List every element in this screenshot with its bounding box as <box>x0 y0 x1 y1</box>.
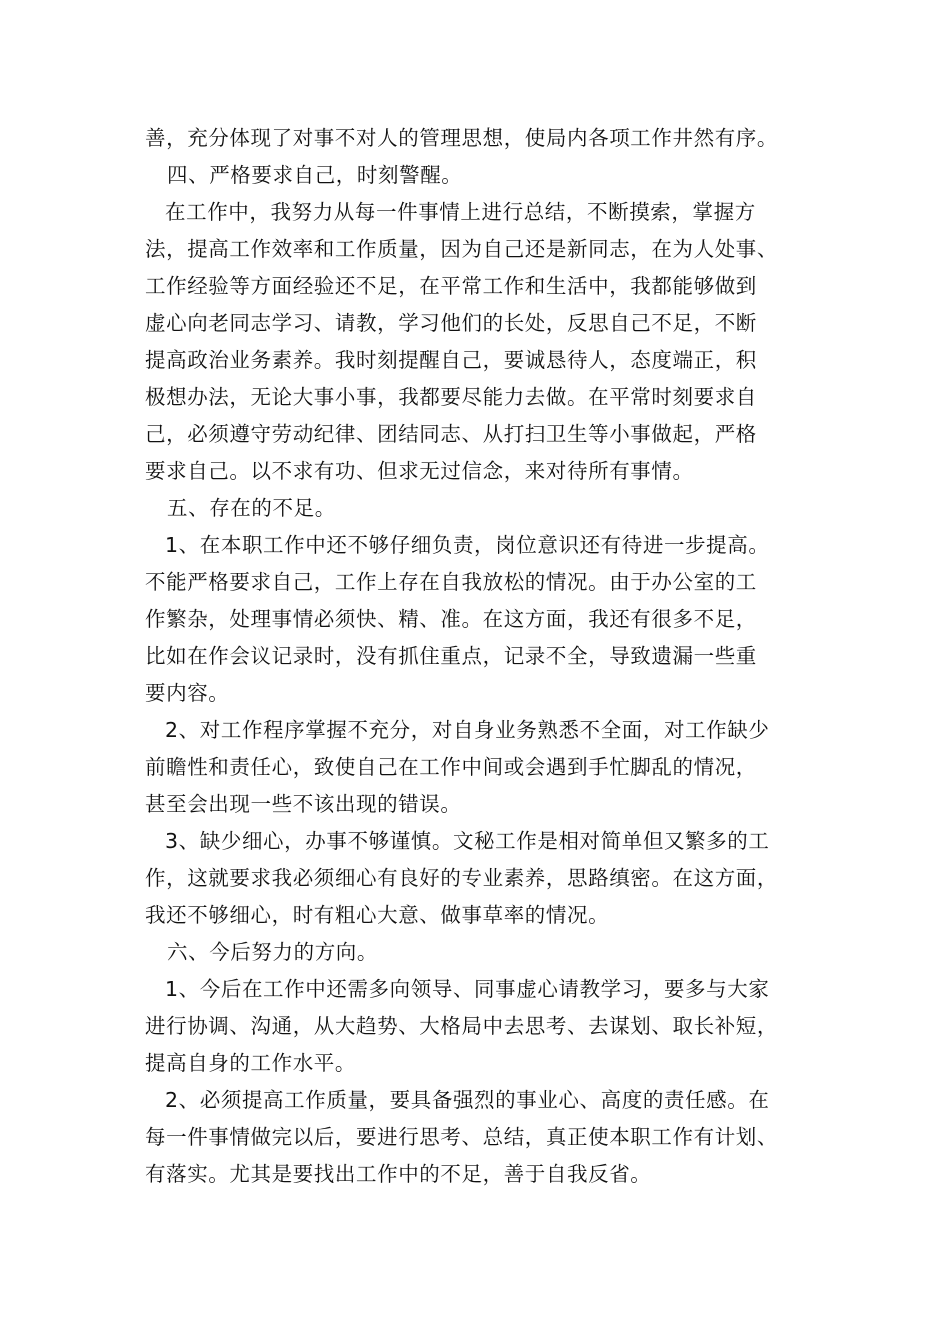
text-line: 作繁杂，处理事情必须快、精、准。在这方面，我还有很多不足， <box>145 607 757 631</box>
text-line: 极想办法，无论大事小事，我都要尽能力去做。在平常时刻要求自 <box>145 385 757 409</box>
text-line: 作，这就要求我必须细心有良好的专业素养，思路缜密。在这方面， <box>145 866 778 890</box>
text-line: 虚心向老同志学习、请教，学习他们的长处，反思自己不足，不断 <box>145 311 757 335</box>
list-item-start: 1、在本职工作中还不够仔细负责，岗位意识还有待进一步提高。 <box>165 533 770 557</box>
text-line: 有落实。尤其是要找出工作中的不足，善于自我反省。 <box>145 1162 652 1186</box>
text-line: 工作经验等方面经验还不足，在平常工作和生活中，我都能够做到 <box>145 274 757 298</box>
text-line: 善，充分体现了对事不对人的管理思想，使局内各项工作井然有序。 <box>145 126 778 150</box>
text-line: 要求自己。以不求有功、但求无过信念，来对待所有事情。 <box>145 459 694 483</box>
text-line: 法，提高工作效率和工作质量，因为自己还是新同志，在为人处事、 <box>145 237 778 261</box>
section-heading: 四、严格要求自己，时刻警醒。 <box>167 163 463 187</box>
list-item-start: 1、今后在工作中还需多向领导、同事虚心请教学习，要多与大家 <box>165 977 770 1001</box>
text-line: 提高自身的工作水平。 <box>145 1051 356 1075</box>
text-line: 前瞻性和责任心，致使自己在工作中间或会遇到手忙脚乱的情况， <box>145 755 757 779</box>
text-line: 己，必须遵守劳动纪律、团结同志、从打扫卫生等小事做起，严格 <box>145 422 757 446</box>
list-item-start: 2、对工作程序掌握不充分，对自身业务熟悉不全面，对工作缺少 <box>165 718 770 742</box>
text-line: 甚至会出现一些不该出现的错误。 <box>145 792 462 816</box>
document-body <box>145 120 825 1193</box>
text-line: 每一件事情做完以后，要进行思考、总结，真正使本职工作有计划、 <box>145 1125 778 1149</box>
section-heading: 六、今后努力的方向。 <box>167 940 378 964</box>
text-line: 要内容。 <box>145 681 230 705</box>
section-heading: 五、存在的不足。 <box>167 496 336 520</box>
text-line: 不能严格要求自己，工作上存在自我放松的情况。由于办公室的工 <box>145 570 757 594</box>
text-line: 在工作中，我努力从每一件事情上进行总结，不断摸索，掌握方 <box>165 200 756 224</box>
list-item-start: 3、缺少细心，办事不够谨慎。文秘工作是相对简单但又繁多的工 <box>165 829 770 853</box>
text-line: 比如在作会议记录时，没有抓住重点，记录不全，导致遗漏一些重 <box>145 644 757 668</box>
text-line: 进行协调、沟通，从大趋势、大格局中去思考、去谋划、取长补短， <box>145 1014 778 1038</box>
text-line: 我还不够细心，时有粗心大意、做事草率的情况。 <box>145 903 610 927</box>
text-line: 提高政治业务素养。我时刻提醒自己，要诚恳待人，态度端正，积 <box>145 348 757 372</box>
list-item-start: 2、必须提高工作质量，要具备强烈的事业心、高度的责任感。在 <box>165 1088 770 1112</box>
